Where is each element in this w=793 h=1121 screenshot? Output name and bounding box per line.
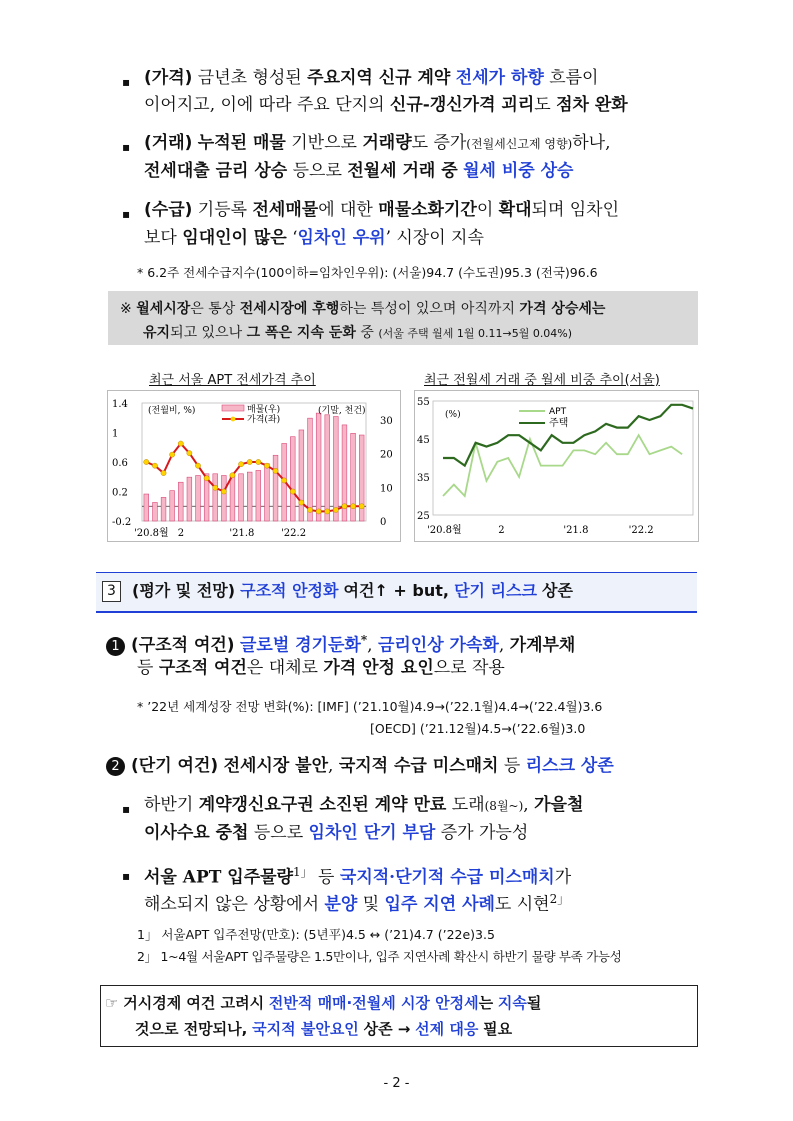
seoul-line-2: 해소되지 않은 상황에서 분양 및 입주 지연 사례도 시현$^{2」}$ [144,892,570,915]
price-point [290,489,295,494]
chart-left-title: 최근 서울 APT 전세가격 추이 [149,373,316,388]
bullet-mark: ▪ [122,75,131,89]
point-1-number: 1 [106,637,125,656]
unit-label: (%) [445,410,461,420]
oecd-note: [OECD] (’21.12월)4.5→(’22.6월)3.0 [370,721,586,736]
bar [196,475,201,521]
price-point [178,441,183,446]
y-tick-left: 1.4 [112,399,128,410]
bullet-mark: ▪ [122,802,131,816]
graybox-line-2: 유지되고 있으나 그 폭은 지속 둔화 중 (서울 주택 월세 1월 0.11→5월 0.04%) [143,325,573,341]
y-tick-left: 0.6 [112,458,128,469]
supply-line-2: 보다 임대인이 많은 ‘임차인 우위’ 시장이 지속 [144,228,484,248]
bar [265,464,270,521]
price-point [264,463,269,468]
x-tick: 2 [498,525,505,536]
bar [213,474,218,521]
price-point [350,504,355,509]
left-unit: (전월비, %) [148,406,196,416]
x-tick: '21.8 [229,528,255,539]
price-point [307,507,312,512]
bar [187,477,192,521]
point-2-number: 2 [106,757,125,776]
point-1-line-2: 등 구조적 여건은 대체로 가격 안정 요인으로 작용 [137,658,505,678]
price-point [359,504,364,509]
trade-line-1: (거래) 누적된 매물 기반으로 거래량도 증가(전월세신고제 영향)하나, [144,133,611,153]
point-2-line: 2 (단기 여건) 전세시장 불안, 국지적 수급 미스매치 등 리스크 상존 [106,754,614,778]
price-line-1: (가격) 금년초 형성된 주요지역 신규 계약 전세가 하향 흐름이 [144,68,599,88]
bar [316,413,321,521]
jeonse-price-chart-svg [108,391,400,541]
y-tick-left: 1 [112,428,119,440]
bullet-mark: ▪ [122,207,131,221]
section-number: 3 [102,581,121,602]
price-point [299,500,304,505]
bar [170,491,175,521]
price-point [273,468,278,473]
chart-right-title: 최근 전월세 거래 중 월세 비중 추이(서울) [424,373,660,388]
bar [333,416,338,521]
legend-house-label: 주택 [549,418,569,429]
bar [308,418,313,521]
bar [161,497,166,521]
seoul-line-1: 서울 APT 입주물량$^{1」}$ 등 국지적·단기적 수급 미스매치가 [144,865,572,888]
price-point [144,459,149,464]
left-chart [107,390,401,542]
price-point [238,462,243,467]
bar [273,455,278,521]
y-tick: 35 [417,473,430,484]
price-point [333,507,338,512]
right-unit: (기말, 천건) [318,406,366,416]
x-tick: '20.8월 [134,528,169,539]
bar [325,415,330,521]
point-1-line-1: 1 (구조적 여건) 글로벌 경기둔화*, 금리인상 가속화, 가계부채 [106,628,575,658]
trade-line-2: 전세대출 금리 상승 등으로 전월세 거래 중 월세 비중 상승 [144,161,574,181]
price-point [213,485,218,490]
legend-line-marker [231,417,236,422]
supply-line-1: (수급) 기등록 전세매물에 대한 매물소화기간이 확대되며 임차인 [144,200,620,220]
x-tick: 2 [177,528,185,539]
x-tick: '21.8 [563,525,589,536]
half-line-2: 이사수요 중첩 등으로 임차인 단기 부담 증가 가능성 [144,823,529,843]
footnote-2: 2」 1~4월 서울APT 입주물량은 1.5만이나, 입주 지연사례 확산시 하반기 물량 부족 가능성 [137,949,622,964]
price-point [325,509,330,514]
half-line-1: 하반기 계약갱신요구권 소진된 계약 만료 도래(8월~), 가을철 [144,795,584,815]
bar [247,472,252,521]
y-tick: 45 [417,435,430,446]
legend-bar-label: 매물(우) [247,405,281,415]
bullet-mark: ▪ [122,869,131,883]
y-tick-right: 10 [380,483,393,495]
x-tick: '20.8월 [427,525,462,536]
bar [153,502,158,521]
y-tick-left: 0.2 [112,487,128,499]
conclusion-box [100,985,698,1047]
page-number: - 2 - [383,1076,410,1091]
right-chart [414,390,699,542]
price-point [256,459,261,464]
price-point [247,459,252,464]
conclusion-line-1: ☞ 거시경제 여건 고려시 전반적 매매·전월세 시장 안정세는 지속될 [105,994,542,1012]
bullet-mark: ▪ [122,140,131,154]
bar [239,474,244,521]
y-tick-right: 30 [380,415,393,427]
legend-line-label: 가격(좌) [247,415,281,425]
bar [299,430,304,521]
y-tick: 25 [417,511,430,522]
legend-bar-swatch [222,405,244,411]
monthly-rent-share-chart-svg [415,391,698,541]
price-point [230,473,235,478]
bar [290,437,295,521]
price-point [152,463,157,468]
price-point [316,509,321,514]
footnote-1: 1」 서울APT 입주전망(만호): (5년平)4.5 ↔ (’21)4.7 (’22e)3.5 [137,927,495,942]
price-point [221,489,226,494]
price-point [187,451,192,456]
price-point [161,470,166,475]
section-3-title: (평가 및 전망) 구조적 안정화 여건↑ + but, 단기 리스크 상존 [132,581,573,600]
pointing-hand-icon: ☞ [105,994,119,1012]
price-point [204,476,209,481]
price-point [342,504,347,509]
x-tick: '22.2 [628,525,654,536]
imf-note: * ’22년 세계성장 전망 변화(%): [IMF] (’21.10월)4.9→(’22.1월)4.4→(’22.4월)3.6 [137,699,603,714]
price-line-2: 이어지고, 이에 따라 주요 단지의 신규-갱신가격 괴리도 점차 완화 [144,95,628,115]
section-3-header [96,572,697,613]
bar [256,470,261,521]
y-tick: 55 [417,397,430,408]
conclusion-line-2: 것으로 전망되나, 국지적 불안요인 상존 → 선제 대응 필요 [135,1020,513,1038]
supply-note: * 6.2주 전세수급지수(100이하=임차인우위): (서울)94.7 (수도권)95.3 (전국)96.6 [137,265,598,280]
x-tick: '22.2 [281,528,307,539]
bar [230,475,235,521]
price-point [170,452,175,457]
legend-apt-label: APT [549,407,567,417]
y-tick-left: -0.2 [112,517,132,528]
bar [144,494,149,521]
graybox-line-1: ※ 월세시장은 통상 전세시장에 후행하는 특성이 있으며 아직까지 가격 상승세는 [120,301,606,317]
price-point [282,478,287,483]
price-point [195,463,200,468]
y-tick-right: 0 [380,517,387,528]
y-tick-right: 20 [380,449,393,461]
bar [221,475,226,521]
bar [178,482,183,521]
